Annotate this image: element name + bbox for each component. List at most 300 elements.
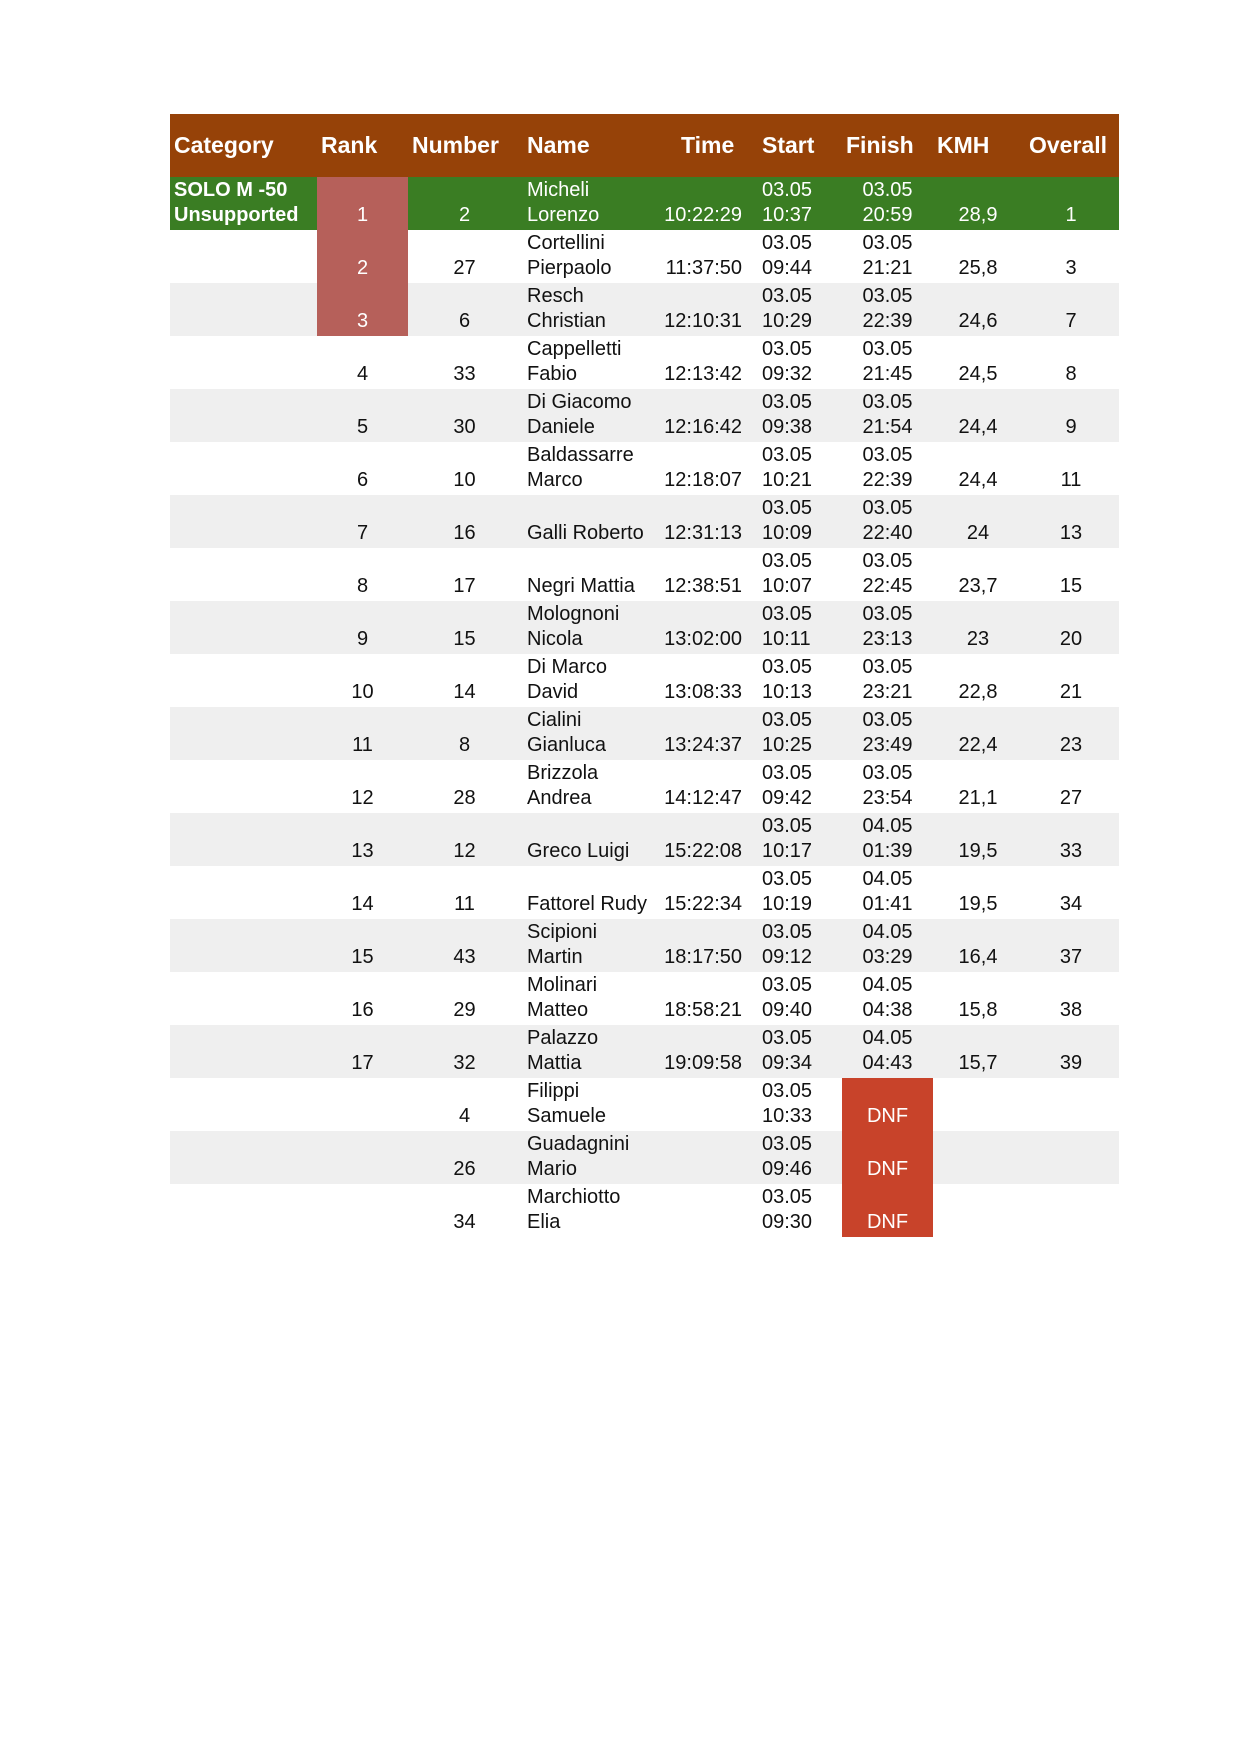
number-cell (408, 813, 521, 866)
time-value (659, 1104, 742, 1129)
finish-cell (842, 866, 933, 919)
name-line2: Daniele (527, 416, 595, 438)
rank-cell (317, 495, 408, 548)
name-line1: Molognoni (527, 603, 620, 625)
overall-cell (1023, 866, 1119, 919)
finish-date: 03.05 (862, 762, 913, 784)
rank-cell (317, 654, 408, 707)
rank-value: 12 (351, 787, 374, 809)
rank-cell (317, 548, 408, 601)
start-cell (750, 1184, 842, 1237)
overall-value: 9 (1065, 416, 1077, 438)
category-cell (170, 919, 317, 972)
start-time: 09:44 (762, 257, 813, 279)
finish-cell (842, 601, 933, 654)
name-line1 (527, 867, 659, 892)
overall-cell (1023, 813, 1119, 866)
name-line2: Pierpaolo (527, 257, 612, 279)
overall-cell (1023, 442, 1119, 495)
kmh-value: 22,4 (958, 734, 998, 756)
kmh-cell (933, 1184, 1023, 1237)
name-cell (521, 972, 659, 1025)
rank-value (317, 1210, 408, 1235)
finish-time: 03:29 (862, 946, 913, 968)
finish-date: 04.05 (862, 815, 913, 837)
start-time: 10:17 (762, 840, 813, 862)
kmh-value (933, 1104, 1023, 1129)
kmh-cell (933, 813, 1023, 866)
overall-cell (1023, 760, 1119, 813)
category-line1: SOLO M -50 (174, 179, 288, 201)
kmh-cell (933, 1025, 1023, 1078)
table-row (170, 1131, 1119, 1184)
time-cell (659, 760, 750, 813)
start-time: 10:33 (762, 1105, 813, 1127)
start-date: 03.05 (762, 1027, 813, 1049)
overall-cell (1023, 230, 1119, 283)
kmh-cell (933, 495, 1023, 548)
category-cell (170, 972, 317, 1025)
name-cell (521, 283, 659, 336)
time-cell (659, 495, 750, 548)
time-cell (659, 177, 750, 230)
overall-value (1023, 1104, 1119, 1129)
kmh-cell (933, 1131, 1023, 1184)
kmh-value: 23 (966, 628, 990, 650)
number-cell (408, 654, 521, 707)
name-cell (521, 760, 659, 813)
number-value: 15 (453, 628, 476, 650)
number-value: 30 (453, 416, 476, 438)
start-cell (750, 707, 842, 760)
finish-time: 20:59 (862, 204, 913, 226)
time-value (659, 1210, 742, 1235)
overall-value (1023, 1157, 1119, 1182)
category-cell (170, 1184, 317, 1237)
start-date: 03.05 (762, 338, 813, 360)
number-cell (408, 283, 521, 336)
overall-value: 39 (1059, 1052, 1083, 1074)
category-cell (170, 866, 317, 919)
time-value: 15:22:34 (664, 893, 742, 915)
start-time: 10:07 (762, 575, 813, 597)
category-cell (170, 654, 317, 707)
start-cell (750, 813, 842, 866)
rank-value: 14 (351, 893, 374, 915)
finish-time: 23:21 (862, 681, 913, 703)
finish-time: 22:45 (862, 575, 913, 597)
table-row (170, 1078, 1119, 1131)
category-cell (170, 1131, 317, 1184)
overall-value (1023, 1210, 1119, 1235)
overall-value: 13 (1059, 522, 1083, 544)
finish-time: 01:41 (862, 893, 913, 915)
category-cell (170, 760, 317, 813)
rank-value: 3 (356, 310, 369, 332)
rank-value: 6 (356, 469, 369, 491)
rank-value: 10 (351, 681, 374, 703)
header-finish: Finish (846, 132, 914, 158)
overall-value: 27 (1059, 787, 1083, 809)
kmh-cell (933, 760, 1023, 813)
rank-cell (317, 230, 408, 283)
overall-value: 7 (1065, 310, 1077, 332)
finish-cell (842, 1078, 933, 1131)
kmh-cell (933, 972, 1023, 1025)
kmh-cell (933, 336, 1023, 389)
rank-cell (317, 760, 408, 813)
finish-date: 04.05 (862, 974, 913, 996)
start-time: 09:34 (762, 1052, 813, 1074)
kmh-cell (933, 548, 1023, 601)
number-cell (408, 1184, 521, 1237)
start-date: 03.05 (762, 232, 813, 254)
finish-date: 03.05 (862, 497, 913, 519)
name-line2: Mattia (527, 1052, 582, 1074)
kmh-cell (933, 442, 1023, 495)
name-line1 (527, 549, 659, 574)
number-value: 34 (453, 1211, 476, 1233)
start-cell (750, 866, 842, 919)
finish-cell (842, 760, 933, 813)
name-line1: Scipioni (527, 921, 598, 943)
start-time: 10:13 (762, 681, 813, 703)
start-time: 09:40 (762, 999, 813, 1021)
kmh-value: 25,8 (958, 257, 998, 279)
header-row (170, 114, 1119, 177)
number-value: 32 (453, 1052, 476, 1074)
finish-date (842, 1079, 933, 1104)
rank-value: 8 (356, 575, 369, 597)
overall-cell (1023, 1184, 1119, 1237)
start-time: 10:19 (762, 893, 813, 915)
name-line1 (527, 814, 659, 839)
number-value: 28 (453, 787, 476, 809)
rank-value: 1 (356, 204, 369, 226)
category-cell (170, 177, 317, 230)
start-date: 03.05 (762, 709, 813, 731)
rank-cell (317, 336, 408, 389)
category-cell (170, 813, 317, 866)
overall-value: 20 (1059, 628, 1083, 650)
kmh-value: 21,1 (958, 787, 998, 809)
finish-cell (842, 707, 933, 760)
overall-value: 11 (1060, 469, 1082, 491)
finish-time: DNF (866, 1158, 909, 1180)
rank-value: 7 (356, 522, 369, 544)
table-row (170, 495, 1119, 548)
finish-time: 04:38 (862, 999, 913, 1021)
finish-cell (842, 230, 933, 283)
rank-cell (317, 919, 408, 972)
number-value: 33 (453, 363, 476, 385)
number-cell (408, 972, 521, 1025)
number-value: 29 (453, 999, 476, 1021)
table-row (170, 707, 1119, 760)
time-cell (659, 283, 750, 336)
name-line2: Galli Roberto (527, 522, 644, 544)
name-line2: Fattorel Rudy (527, 893, 648, 915)
number-cell (408, 866, 521, 919)
number-cell (408, 548, 521, 601)
table-row (170, 972, 1119, 1025)
number-cell (408, 389, 521, 442)
rank-cell (317, 1025, 408, 1078)
table-row (170, 230, 1119, 283)
name-line2: Marco (527, 469, 583, 491)
name-line2: Negri Mattia (527, 575, 635, 597)
start-date: 03.05 (762, 656, 813, 678)
overall-cell (1023, 389, 1119, 442)
category-cell (170, 601, 317, 654)
rank-cell (317, 389, 408, 442)
header-rank: Rank (321, 132, 378, 158)
name-line1: Di Giacomo (527, 391, 632, 413)
name-line1: Filippi (527, 1080, 580, 1102)
kmh-cell (933, 389, 1023, 442)
kmh-cell (933, 707, 1023, 760)
start-cell (750, 548, 842, 601)
finish-cell (842, 1025, 933, 1078)
start-date: 03.05 (762, 1080, 813, 1102)
rank-value: 16 (351, 999, 374, 1021)
name-line2: Nicola (527, 628, 583, 650)
name-line2: Lorenzo (527, 204, 600, 226)
name-line2: David (527, 681, 579, 703)
rank-cell (317, 1078, 408, 1131)
time-cell (659, 548, 750, 601)
overall-cell (1023, 972, 1119, 1025)
kmh-value: 24 (966, 522, 990, 544)
start-cell (750, 654, 842, 707)
time-cell (659, 389, 750, 442)
finish-cell (842, 495, 933, 548)
overall-cell (1023, 1025, 1119, 1078)
kmh-cell (933, 230, 1023, 283)
start-cell (750, 972, 842, 1025)
number-cell (408, 601, 521, 654)
rank-value: 9 (356, 628, 369, 650)
finish-cell (842, 654, 933, 707)
number-value: 43 (453, 946, 476, 968)
finish-date: 03.05 (862, 391, 913, 413)
category-line2: Unsupported (174, 204, 299, 226)
finish-date: 03.05 (862, 232, 913, 254)
start-cell (750, 1078, 842, 1131)
overall-cell (1023, 283, 1119, 336)
start-time: 10:09 (762, 522, 813, 544)
overall-cell (1023, 336, 1119, 389)
kmh-cell (933, 177, 1023, 230)
overall-cell (1023, 1131, 1119, 1184)
start-cell (750, 336, 842, 389)
time-value: 15:22:08 (664, 840, 742, 862)
name-line2: Greco Luigi (527, 840, 630, 862)
finish-time: 01:39 (862, 840, 913, 862)
name-cell (521, 336, 659, 389)
table-row (170, 813, 1119, 866)
start-time: 09:12 (762, 946, 813, 968)
finish-cell (842, 442, 933, 495)
number-value: 2 (458, 204, 471, 226)
name-line1: Brizzola (527, 762, 599, 784)
rank-value: 15 (351, 946, 374, 968)
time-cell (659, 1184, 750, 1237)
name-cell (521, 813, 659, 866)
number-value: 17 (453, 575, 476, 597)
name-cell (521, 866, 659, 919)
rank-cell (317, 866, 408, 919)
start-date: 03.05 (762, 603, 813, 625)
kmh-cell (933, 601, 1023, 654)
category-cell (170, 707, 317, 760)
finish-time: 21:54 (862, 416, 913, 438)
kmh-value: 15,7 (958, 1052, 998, 1074)
rank-cell (317, 442, 408, 495)
header-number: Number (412, 132, 499, 158)
time-cell (659, 1131, 750, 1184)
start-time: 09:32 (762, 363, 813, 385)
name-line1: Cialini (527, 709, 582, 731)
time-cell (659, 1025, 750, 1078)
overall-value: 1 (1065, 204, 1077, 226)
category-cell (170, 336, 317, 389)
name-line2: Martin (527, 946, 583, 968)
name-cell (521, 230, 659, 283)
name-cell (521, 442, 659, 495)
time-cell (659, 654, 750, 707)
time-cell (659, 707, 750, 760)
start-cell (750, 283, 842, 336)
number-value: 8 (458, 734, 471, 756)
name-cell (521, 1131, 659, 1184)
header-name: Name (527, 132, 590, 158)
rank-value (317, 1157, 408, 1182)
time-value: 12:16:42 (664, 416, 742, 438)
category-cell (170, 283, 317, 336)
overall-value: 8 (1065, 363, 1077, 385)
kmh-cell (933, 1078, 1023, 1131)
finish-date: 03.05 (862, 550, 913, 572)
start-time: 10:21 (762, 469, 813, 491)
overall-cell (1023, 495, 1119, 548)
time-value (659, 1157, 742, 1182)
rank-cell (317, 1184, 408, 1237)
table-row (170, 177, 1119, 230)
name-line2: Samuele (527, 1105, 606, 1127)
finish-date (842, 1132, 933, 1157)
number-value: 14 (453, 681, 476, 703)
finish-time: 22:39 (862, 469, 913, 491)
name-cell (521, 389, 659, 442)
rank-cell (317, 813, 408, 866)
overall-cell (1023, 919, 1119, 972)
time-value: 10:22:29 (664, 204, 742, 226)
time-cell (659, 813, 750, 866)
start-time: 10:25 (762, 734, 813, 756)
overall-value: 37 (1059, 946, 1083, 968)
rank-cell (317, 601, 408, 654)
time-value: 11:37:50 (665, 257, 742, 279)
time-value: 13:02:00 (664, 628, 742, 650)
overall-cell (1023, 177, 1119, 230)
category-cell (170, 1078, 317, 1131)
number-cell (408, 1131, 521, 1184)
overall-value: 21 (1059, 681, 1083, 703)
finish-time: DNF (866, 1105, 909, 1127)
kmh-value (933, 1210, 1023, 1235)
name-cell (521, 1184, 659, 1237)
finish-cell (842, 336, 933, 389)
time-value: 19:09:58 (664, 1052, 742, 1074)
name-line2: Elia (527, 1211, 561, 1233)
name-cell (521, 1078, 659, 1131)
start-time: 10:37 (762, 204, 813, 226)
start-date: 03.05 (762, 815, 813, 837)
rank-cell (317, 283, 408, 336)
finish-time: 04:43 (862, 1052, 913, 1074)
overall-cell (1023, 707, 1119, 760)
name-line1: Palazzo (527, 1027, 599, 1049)
rank-value: 17 (351, 1052, 374, 1074)
name-cell (521, 919, 659, 972)
time-value: 13:24:37 (664, 734, 742, 756)
kmh-value: 19,5 (958, 893, 998, 915)
time-value: 12:13:42 (664, 363, 742, 385)
finish-date: 03.05 (862, 603, 913, 625)
start-cell (750, 1025, 842, 1078)
number-cell (408, 919, 521, 972)
name-line1: Marchiotto (527, 1186, 621, 1208)
name-line2: Mario (527, 1158, 578, 1180)
kmh-value: 19,5 (958, 840, 998, 862)
category-cell (170, 389, 317, 442)
table-row (170, 548, 1119, 601)
finish-time: 22:39 (862, 310, 913, 332)
number-value: 27 (453, 257, 476, 279)
start-time: 10:11 (762, 628, 811, 650)
name-line1: Molinari (527, 974, 598, 996)
number-cell (408, 1078, 521, 1131)
rank-value: 2 (356, 257, 369, 279)
time-cell (659, 336, 750, 389)
number-value: 16 (453, 522, 476, 544)
kmh-value: 24,4 (958, 416, 998, 438)
name-line2: Fabio (527, 363, 578, 385)
overall-value: 15 (1059, 575, 1083, 597)
start-cell (750, 1131, 842, 1184)
start-time: 09:46 (762, 1158, 813, 1180)
overall-value: 23 (1059, 734, 1083, 756)
finish-cell (842, 283, 933, 336)
time-value: 18:58:21 (664, 999, 742, 1021)
name-line1: Guadagnini (527, 1133, 630, 1155)
finish-time: 22:40 (862, 522, 913, 544)
finish-cell (842, 1131, 933, 1184)
table-row (170, 1025, 1119, 1078)
kmh-cell (933, 283, 1023, 336)
name-cell (521, 1025, 659, 1078)
time-cell (659, 1078, 750, 1131)
name-cell (521, 707, 659, 760)
name-cell (521, 495, 659, 548)
start-time: 09:38 (762, 416, 813, 438)
finish-date: 03.05 (862, 709, 913, 731)
name-cell (521, 548, 659, 601)
number-cell (408, 336, 521, 389)
kmh-value: 28,9 (958, 204, 998, 226)
kmh-value: 24,4 (958, 469, 998, 491)
